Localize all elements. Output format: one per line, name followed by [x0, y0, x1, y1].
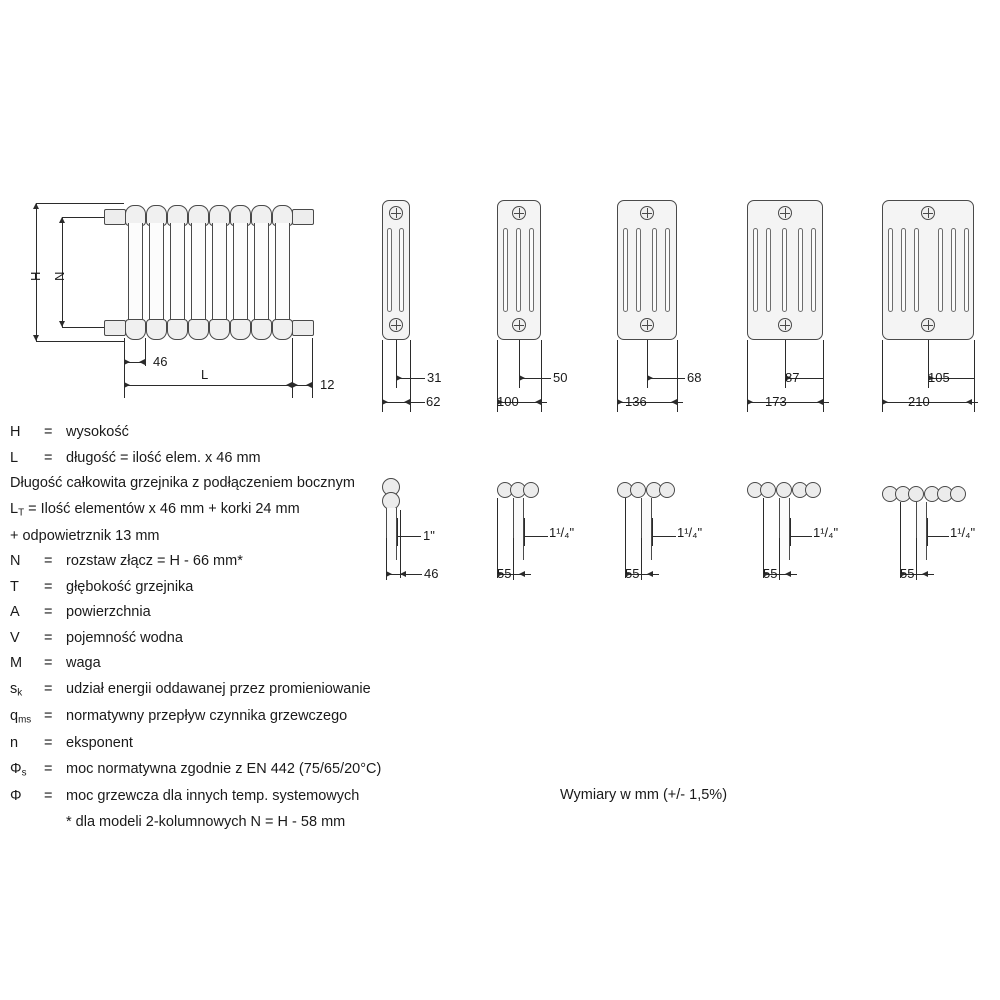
nipple-icon	[921, 206, 935, 220]
legend-equals: =	[44, 553, 53, 570]
section-tube	[516, 228, 521, 312]
plan-circle	[659, 482, 675, 498]
dimensions-footnote: Wymiary w mm (+/- 1,5%)	[560, 787, 728, 803]
legend-symbol-subscript: k	[17, 687, 23, 699]
radiator-element	[187, 205, 208, 338]
section-tube	[964, 228, 969, 312]
legend-row-l	[10, 451, 480, 466]
legend-row-v	[10, 631, 480, 646]
legend-equals: =	[44, 788, 53, 805]
dim-inner-arrow	[647, 375, 653, 381]
front-view-radiator	[20, 195, 350, 395]
legend-equals: =	[44, 655, 53, 672]
legend-symbol-base: Φ	[10, 760, 22, 777]
dim-inner-label: 31	[427, 370, 442, 385]
dim-outer-arrow-left	[882, 399, 888, 405]
legend-equals: =	[44, 449, 53, 466]
legend-symbol: L	[10, 449, 19, 466]
legend-lt-symbol: L	[10, 500, 19, 517]
manifold-cap-top-right	[292, 209, 314, 225]
plan-5-column	[735, 478, 870, 598]
legend-row-n-spacing	[10, 554, 480, 569]
section-tube	[766, 228, 771, 312]
legend-symbol	[10, 709, 44, 725]
plan-dim-label: 46	[424, 566, 439, 581]
legend-text: waga	[66, 655, 101, 672]
legend-row-phi-s	[10, 762, 480, 778]
section-tube	[529, 228, 534, 312]
legend-symbol	[10, 682, 44, 698]
section-tube	[387, 228, 392, 312]
section-tube	[938, 228, 943, 312]
dim-outer-arrow-left	[747, 399, 753, 405]
dim-outer-label: 62	[426, 394, 441, 409]
legend-row-n-exponent	[10, 736, 480, 751]
dim-inner-label: 105	[928, 370, 950, 385]
legend-symbol: N	[10, 553, 21, 570]
dim-l-label: L	[201, 367, 209, 382]
legend-row-a	[10, 605, 480, 620]
section-tube	[888, 228, 893, 312]
nipple-icon	[640, 206, 654, 220]
section-tube	[399, 228, 404, 312]
section-2-column	[370, 200, 480, 420]
dim-inner-arrow	[519, 375, 525, 381]
radiator-element	[166, 205, 187, 338]
radiator-element	[124, 205, 145, 338]
plan-ext-right	[927, 518, 928, 546]
dim-46-label: 46	[153, 354, 168, 369]
label-h: H	[28, 271, 43, 281]
plan-3-column	[485, 478, 605, 598]
legend-lt-subscript: T	[18, 506, 25, 518]
plan-ext-right	[790, 518, 791, 546]
nipple-icon	[389, 206, 403, 220]
legend-equals: =	[44, 735, 53, 752]
legend-equals: =	[44, 708, 53, 725]
dim-12-arrow-right	[306, 382, 312, 388]
plan-circle	[908, 486, 924, 502]
radiator-element	[229, 205, 250, 338]
side-ext-right	[312, 338, 313, 398]
plan-thread-label: 1¹/₄"	[813, 525, 839, 540]
legend-symbol: M	[10, 655, 23, 672]
legend-symbol: A	[10, 604, 20, 621]
legend-lt-text: = Ilość elementów x 46 mm + korki 24 mm	[24, 500, 300, 517]
plan-dim-arrow-right	[519, 571, 525, 577]
radiator-elements-group	[124, 205, 292, 338]
section-tube	[636, 228, 641, 312]
plan-circle	[760, 482, 776, 498]
plan-thread-label: 1¹/₄"	[677, 525, 703, 540]
plan-dim-arrow-right	[647, 571, 653, 577]
dim-l-line	[124, 385, 292, 386]
nipple-icon	[512, 318, 526, 332]
plan-thread-line	[524, 536, 548, 537]
legend-equals: =	[44, 424, 53, 440]
radiator-element	[250, 205, 271, 338]
legend-text: głębokość grzejnika	[66, 578, 194, 595]
dim-l-arrow-left	[124, 382, 130, 388]
dim-outer-arrow-left	[617, 399, 623, 405]
legend-symbol-subscript: ms	[18, 714, 32, 726]
legend-text: rozstaw złącz = H - 66 mm*	[66, 553, 243, 570]
legend-symbol-subscript: s	[21, 767, 27, 779]
dim-outer-line	[882, 402, 978, 403]
nipple-icon	[512, 206, 526, 220]
plan-thread-line	[790, 536, 812, 537]
legend-equals: =	[44, 760, 53, 777]
plan-thread-label: 1¹/₄"	[950, 525, 976, 540]
h-ext-bottom	[36, 341, 124, 342]
plan-circle	[805, 482, 821, 498]
legend-equals: =	[44, 629, 53, 646]
manifold-cap-bottom-right	[292, 320, 314, 336]
dim-46-arrow-left	[139, 359, 145, 365]
dim-outer-label: 136	[625, 394, 647, 409]
nipple-icon	[778, 318, 792, 332]
legend-text: moc normatywna zgodnie z EN 442 (75/65/20°C)	[66, 760, 382, 777]
legend-symbol-base: s	[10, 680, 18, 697]
plan-thread-label: 1¹/₄"	[549, 525, 575, 540]
section-tube	[951, 228, 956, 312]
dim-outer-arrow-right	[966, 399, 972, 405]
legend-row-qms	[10, 709, 480, 725]
legend-total-length-note: Długość całkowita grzejnika z podłączeniem bocznym	[10, 475, 355, 491]
nipple-icon	[778, 206, 792, 220]
plan-6-column	[870, 478, 995, 598]
legend-row-m	[10, 656, 480, 671]
plan-pipe	[779, 498, 790, 560]
legend-symbol: V	[10, 629, 20, 646]
section-tube	[811, 228, 816, 312]
l-ext-right	[292, 338, 293, 398]
legend-lt-formula	[10, 502, 480, 518]
dim-outer-arrow-right	[671, 399, 677, 405]
nipple-icon	[640, 318, 654, 332]
legend-symbol: T	[10, 578, 19, 595]
legend-equals: =	[44, 604, 53, 621]
plan-thread-label: 1"	[423, 528, 435, 543]
plan-circle	[950, 486, 966, 502]
dim-outer-arrow-right	[535, 399, 541, 405]
dim-12-arrow-left	[292, 382, 298, 388]
legend-text: pojemność wodna	[66, 629, 183, 646]
section-5-column	[735, 200, 870, 420]
legend-symbol: n	[10, 735, 19, 752]
l-ext-left	[124, 338, 125, 398]
dim-outer-arrow-right	[404, 399, 410, 405]
radiator-element	[208, 205, 229, 338]
legend-vent-note: + odpowietrznik 13 mm	[10, 527, 160, 544]
dim-outer-arrow-right	[817, 399, 823, 405]
legend-equals: =	[44, 578, 53, 595]
plan-dim-label: 55	[625, 566, 640, 581]
legend-text: moc grzewcza dla innych temp. systemowych	[66, 788, 360, 805]
plan-ext-right	[524, 518, 525, 546]
plan-dim-label: 55	[763, 566, 778, 581]
nipple-icon	[389, 318, 403, 332]
section-tube	[901, 228, 906, 312]
manifold-cap-bottom-left	[104, 320, 126, 336]
section-tube	[914, 228, 919, 312]
legend-symbol: Φ	[10, 788, 22, 805]
legend-block	[10, 425, 480, 840]
plan-circle	[630, 482, 646, 498]
legend-row-t	[10, 580, 480, 595]
elem-ext-right	[145, 338, 146, 366]
section-tube	[652, 228, 657, 312]
plan-thread-line	[927, 536, 949, 537]
section-tube	[665, 228, 670, 312]
dim-inner-label: 68	[687, 370, 702, 385]
section-6-column	[870, 200, 995, 420]
plan-dim-label: 55	[900, 566, 915, 581]
legend-text: normatywny przepływ czynnika grzewczego	[66, 708, 348, 725]
legend-row-h	[10, 425, 480, 440]
plan-thread-line	[652, 536, 676, 537]
legend-equals: =	[44, 680, 53, 697]
section-tube	[503, 228, 508, 312]
dim-outer-arrow-left	[382, 399, 388, 405]
section-3-column	[485, 200, 605, 420]
plan-ext-right	[652, 518, 653, 546]
dim-outer-label: 100	[497, 394, 519, 409]
legend-symbol-base: q	[10, 708, 19, 725]
plan-pipe	[641, 498, 652, 560]
radiator-element	[145, 205, 166, 338]
legend-text: eksponent	[66, 735, 133, 752]
dim-inner-label: 87	[785, 370, 800, 385]
section-tube	[623, 228, 628, 312]
plan-dim-arrow-right	[922, 571, 928, 577]
section-4-column	[605, 200, 735, 420]
plan-pipe	[513, 498, 524, 560]
label-n: N	[52, 271, 67, 281]
section-tube	[782, 228, 787, 312]
plan-dim-label: 55	[497, 566, 512, 581]
legend-symbol	[10, 762, 44, 778]
nipple-icon	[921, 318, 935, 332]
legend-text: długość = ilość elem. x 46 mm	[66, 449, 261, 466]
legend-text: wysokość	[66, 424, 129, 440]
dim-46-arrow-right	[124, 359, 130, 365]
legend-row-phi	[10, 789, 480, 804]
dim-outer-label: 210	[908, 394, 930, 409]
legend-row-sk	[10, 682, 480, 698]
dim-inner-arrow	[396, 375, 402, 381]
plan-4-column	[605, 478, 735, 598]
plan-circle	[523, 482, 539, 498]
plan-pipe	[916, 502, 927, 560]
h-ext-top	[36, 203, 124, 204]
section-tube	[798, 228, 803, 312]
legend-footnote-star: * dla modeli 2-kolumnowych N = H - 58 mm	[66, 813, 346, 830]
dim-outer-label: 173	[765, 394, 787, 409]
plan-circle	[776, 482, 792, 498]
plan-dim-arrow-right	[785, 571, 791, 577]
legend-text: udział energii oddawanej przez promieniowanie	[66, 680, 371, 697]
dim-inner-label: 50	[553, 370, 568, 385]
manifold-cap-top-left	[104, 209, 126, 225]
legend-symbol: H	[10, 424, 21, 440]
dim-12-label: 12	[320, 377, 335, 392]
section-tube	[753, 228, 758, 312]
radiator-element	[271, 205, 292, 338]
legend-text: powierzchnia	[66, 604, 151, 621]
